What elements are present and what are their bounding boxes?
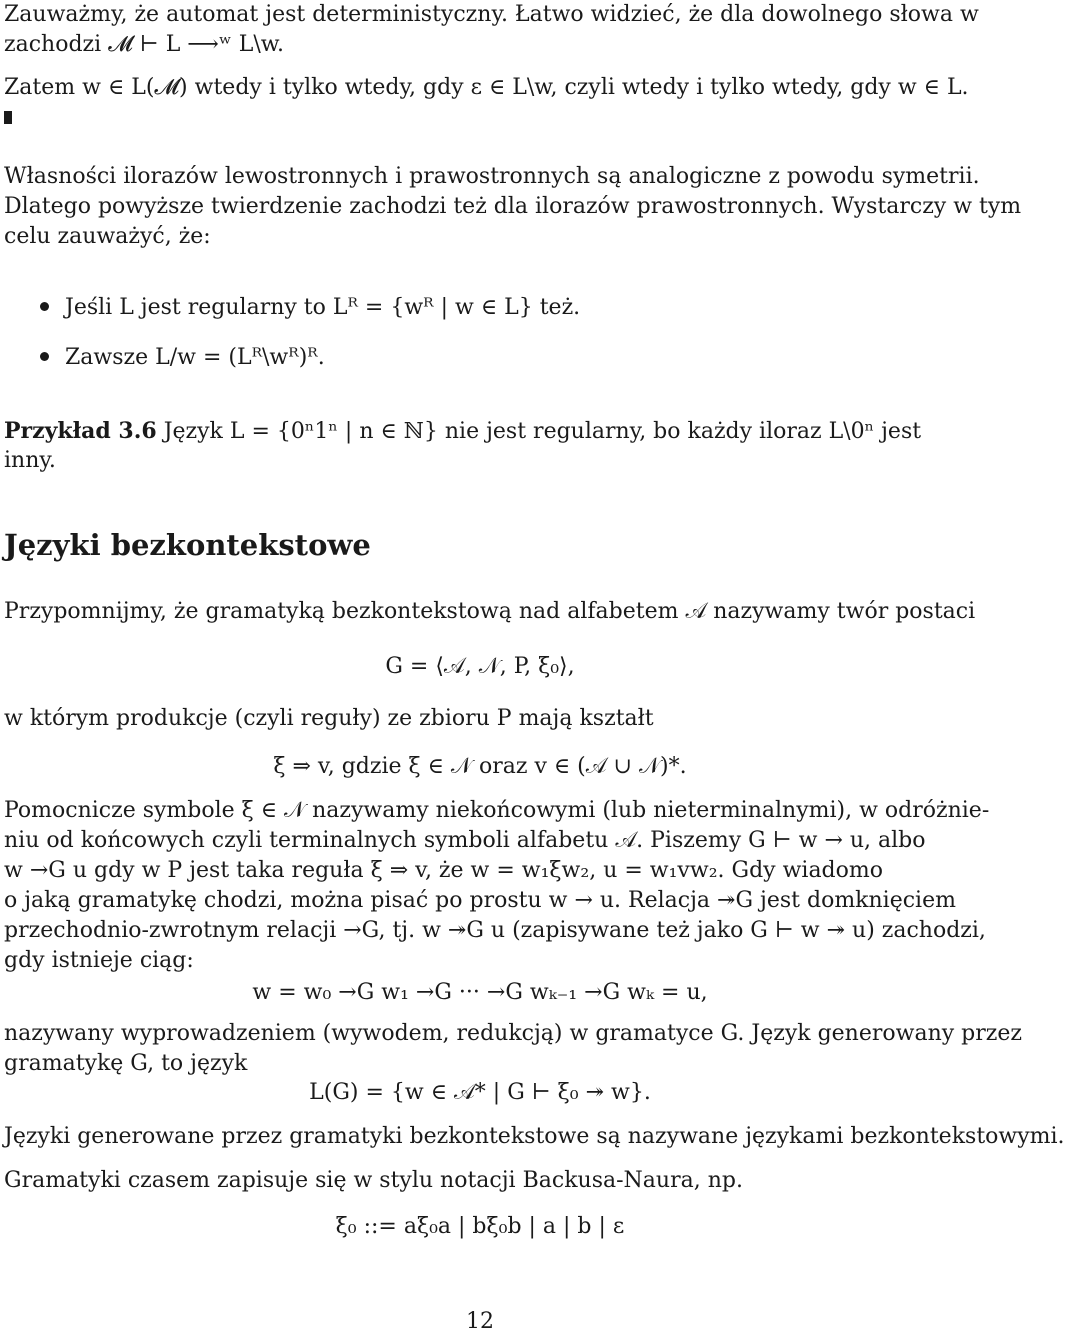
text-line: o jaką gramatykę chodzi, można pisać po prostu w → u. Relacja ↠G jest domknięciem [4,888,956,913]
page-number: 12 [466,1309,494,1334]
display-equation: L(G) = {w ∈ 𝒜* | G ⊢ ξ₀ ↠ w}. [309,1080,651,1105]
text-line: Języki generowane przez gramatyki bezkontekstowe są nazywane językami bezkontekstowymi. [4,1124,1065,1149]
text-line: przechodnio-zwrotnym relacji →G, tj. w ↠G u (zapisywane też jako G ⊢ w ↠ u) zachodzi, [4,918,986,943]
bullet-icon [40,302,49,311]
bullet-icon [40,352,49,361]
text-line: niu od końcowych czyli terminalnych symboli alfabetu 𝒜. Piszemy G ⊢ w → u, albo [4,828,926,853]
text-line: gramatykę G, to język [4,1051,248,1076]
text-line: Przypomnijmy, że gramatyką bezkontekstową nad alfabetem 𝒜 nazywamy twór postaci [4,599,976,624]
section-heading: Języki bezkontekstowe [4,528,371,562]
text-line: w →G u gdy w P jest taka reguła ξ ⇒ v, że w = w₁ξw₂, u = w₁vw₂. Gdy wiadomo [4,858,883,883]
bullet-item [40,293,580,323]
text-line: celu zauważyć, że: [4,224,211,249]
text-line: zachodzi 𝓜 ⊢ L ⟶ʷ L\w. [4,32,284,57]
example-line [4,416,948,447]
text-line: gdy istnieje ciąg: [4,948,194,973]
text-line: Zauważmy, że automat jest deterministyczny. Łatwo widzieć, że dla dowolnego słowa w [4,2,979,27]
text-line: Pomocnicze symbole ξ ∈ 𝒩 nazywamy niekońcowymi (lub nieterminalnymi), w odróżnie- [4,798,990,823]
example-text: Język L = {0ⁿ1ⁿ | n ∈ ℕ} nie jest regularny, bo każdy iloraz L\0ⁿ jest [156,419,922,444]
example-label: Przykład 3.6 [4,418,157,444]
bullet-text: Jeśli L jest regularny to Lᴿ = {wᴿ | w ∈ L} też. [65,295,581,320]
text-line: Własności ilorazów lewostronnych i prawostronnych są analogiczne z powodu symetrii. [4,164,980,189]
text-line: Zatem w ∈ L(𝓜) wtedy i tylko wtedy, gdy ε ∈ L\w, czyli wtedy i tylko wtedy, gdy w ∈ L. [4,75,969,100]
bullet-text: Zawsze L/w = (Lᴿ\wᴿ)ᴿ. [65,345,325,370]
text-line: nazywany wyprowadzeniem (wywodem, redukcją) w gramatyce G. Język generowany przez [4,1021,1022,1046]
text-line: Gramatyki czasem zapisuje się w stylu notacji Backusa-Naura, np. [4,1168,743,1193]
bullet-item [40,343,325,373]
text-line: inny. [4,448,56,473]
text-line: w którym produkcje (czyli reguły) ze zbioru P mają kształt [4,706,654,731]
text-line: Dlatego powyższe twierdzenie zachodzi też dla ilorazów prawostronnych. Wystarczy w tym [4,194,1022,219]
qed-square-icon [4,111,12,124]
display-equation: ξ₀ ::= aξ₀a | bξ₀b | a | b | ε [335,1214,625,1239]
display-equation: ξ ⇒ v, gdzie ξ ∈ 𝒩 oraz v ∈ (𝒜 ∪ 𝒩)*. [273,754,687,779]
display-equation: w = w₀ →G w₁ →G ··· →G wₖ₋₁ →G wₖ = u, [252,980,708,1005]
display-equation: G = ⟨𝒜, 𝒩, P, ξ₀⟩, [385,654,575,679]
